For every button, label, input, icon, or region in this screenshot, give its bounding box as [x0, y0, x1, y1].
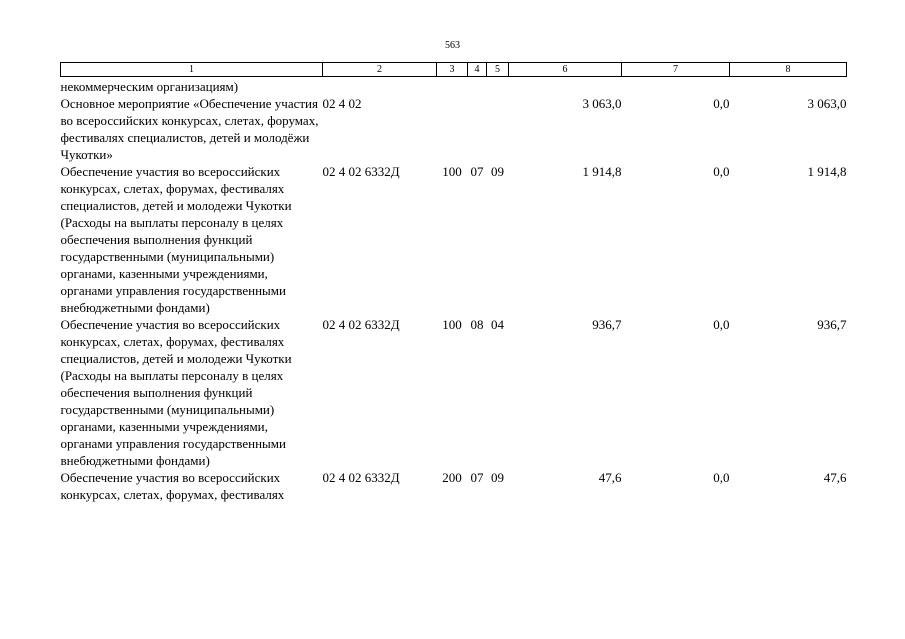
- row-pr: [487, 77, 509, 96]
- row-value-8: 47,6: [823, 470, 847, 485]
- row-name: Обеспечение участия во всероссийских конкурсах, слетах, форумах, фестивалях специалистов, детей и молодежи Чукотки (Расходы на выплаты персоналу в целях обеспечения выполнения функций государственными (муниципальными) органами, казенными учреждениями, органами управления государственными внебюджетными фондами): [60, 317, 292, 468]
- row-name: Обеспечение участия во всероссийских конкурсах, слетах, форумах, фестивалях специалистов, детей и молодежи Чукотки (Расходы на выплаты персоналу в целях обеспечения выполнения функций государственными (муниципальными) органами, казенными учреждениями, органами управления государственными внебюджетными фондами): [60, 164, 292, 315]
- row-name: Основное мероприятие «Обеспечение участия во всероссийских конкурсах, слетах, форумах, фестивалях специалистов, детей и молодёжи Чукотки»: [60, 96, 319, 162]
- row-name: некоммерческим организациям): [60, 79, 239, 94]
- row-vr: [437, 95, 468, 163]
- table-row: [61, 163, 847, 316]
- row-code: 02 4 02 6332Д: [322, 317, 400, 332]
- row-code: 02 4 02: [322, 96, 362, 111]
- row-value-8: 1 914,8: [807, 164, 847, 179]
- column-header: 7: [622, 63, 730, 77]
- row-value-6: 1 914,8: [582, 164, 622, 179]
- row-rz: 07: [470, 470, 484, 485]
- row-value-8: [730, 77, 847, 96]
- column-header: 2: [323, 63, 437, 77]
- table-row: [61, 469, 847, 503]
- row-pr: 09: [491, 164, 504, 179]
- row-code: 02 4 02 6332Д: [322, 164, 400, 179]
- row-rz: [468, 95, 487, 163]
- row-value-7: 0,0: [713, 164, 730, 179]
- row-value-6: [509, 77, 622, 96]
- row-value-7: 0,0: [713, 317, 730, 332]
- column-header: 8: [730, 63, 847, 77]
- row-value-8: 3 063,0: [807, 96, 847, 111]
- column-header: 6: [509, 63, 622, 77]
- row-value-6: 3 063,0: [582, 96, 622, 111]
- row-rz: [468, 77, 487, 96]
- row-code: 02 4 02 6332Д: [322, 470, 400, 485]
- row-value-7: 0,0: [713, 470, 730, 485]
- row-pr: 09: [491, 470, 504, 485]
- row-value-6: 47,6: [598, 470, 622, 485]
- column-header: 5: [487, 63, 509, 77]
- row-rz: 08: [470, 317, 484, 332]
- row-code: [323, 77, 437, 96]
- table-row: [61, 316, 847, 469]
- row-value-8: 936,7: [817, 317, 847, 332]
- page-number: 563: [445, 40, 460, 51]
- column-number-row: [61, 63, 847, 77]
- table-row: [61, 77, 847, 96]
- row-pr: 04: [491, 317, 504, 332]
- column-header: 3: [437, 63, 468, 77]
- row-vr: 200: [442, 470, 462, 485]
- budget-table: [60, 62, 847, 503]
- column-header: 1: [61, 63, 323, 77]
- row-vr: 100: [442, 317, 462, 332]
- row-vr: 100: [442, 164, 462, 179]
- row-name: Обеспечение участия во всероссийских конкурсах, слетах, форумах, фестивалях: [60, 470, 285, 502]
- row-pr: [487, 95, 509, 163]
- table-row: [61, 95, 847, 163]
- row-rz: 07: [470, 164, 484, 179]
- row-value-6: 936,7: [592, 317, 622, 332]
- column-header: 4: [468, 63, 487, 77]
- row-value-7: [622, 77, 730, 96]
- row-value-7: 0,0: [713, 96, 730, 111]
- row-vr: [437, 77, 468, 96]
